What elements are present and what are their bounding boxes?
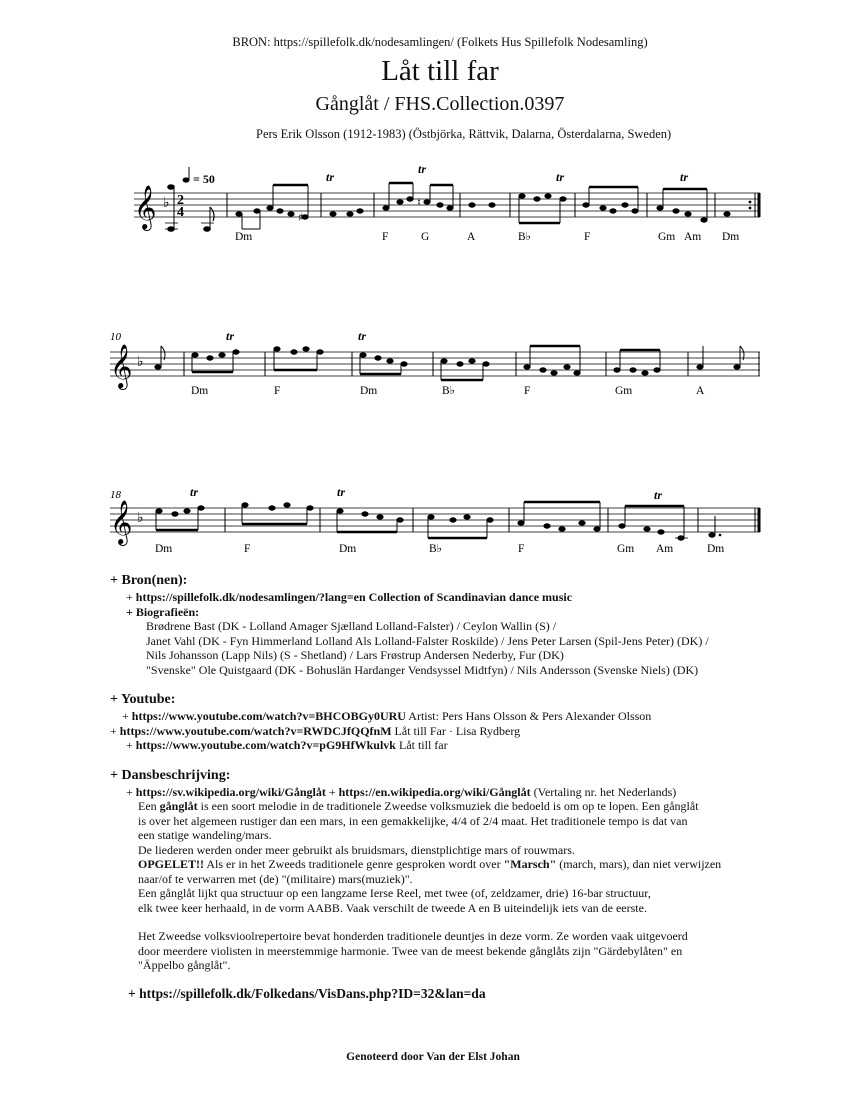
wiki-links-row: + https://sv.wikipedia.org/wiki/Gånglåt + https://en.wikipedia.org/wiki/Gånglåt (Vertaling nr. het Nederlands) (126, 784, 677, 799)
page-subtitle: Gånglåt / FHS.Collection.0397 (315, 93, 565, 115)
youtube-item: + https://www.youtube.com/watch?v=pG9HfWkulvk Låt till far (126, 738, 448, 752)
flat-icon: ♭ (137, 354, 144, 370)
dans-p4-line: Het Zweedse volksvioolrepertoire bevat honderden traditionele deuntjes in deze vorm. Ze worden vaak uitgevoerd (138, 929, 688, 943)
dans-warning-line: naar/of te verwarren met (de) "(militaire) mars(muziek)". (138, 871, 413, 886)
dans-p4-line: door meerdere violisten in meerstemmige harmonie. Twee van de meest bekende gånglåts zijn "Gärdebylåten" en (138, 943, 683, 958)
staff-system-2 (0, 322, 850, 402)
treble-clef-icon: 𝄞 (110, 500, 133, 544)
chord-symbol: A (467, 231, 476, 243)
footer-credit: Genoteerd door Van der Elst Johan (346, 1051, 520, 1063)
dans-p4-line: "Äppelbo gånglåt". (138, 958, 231, 972)
chord-symbol: B♭ (429, 543, 443, 555)
trill-mark: tr (326, 170, 335, 184)
tempo-marking: = 50 (193, 172, 215, 186)
treble-clef-icon: 𝄞 (110, 344, 133, 388)
chord-symbol: F (518, 543, 525, 555)
chord-symbol: Dm (722, 231, 740, 243)
bron-heading: + Bron(nen): (110, 573, 188, 588)
chord-symbol: G (421, 231, 430, 243)
trill-mark: tr (337, 485, 346, 499)
trill-mark: tr (190, 485, 199, 499)
bio-line: Nils Johansson (Lapp Nils) (S - Shetland) / Lars Frøstrup Andersen Nederby, Fur (DK) (146, 648, 564, 662)
flat-icon: ♭ (137, 510, 144, 526)
staff-2-svg (0, 322, 850, 402)
measure-number: 18 (110, 489, 121, 501)
bio-line: Janet Vahl (DK - Fyn Himmerland Lolland Als Lolland-Falster Roskilde) / Jens Peter Larsen (Spil-Jens Peter) (DK) / (146, 633, 709, 648)
dans-description (110, 799, 830, 973)
treble-clef-icon: 𝄞 (134, 185, 157, 229)
trill-mark: tr (680, 170, 689, 184)
youtube-heading: + Youtube: (110, 692, 176, 707)
dans-p2: De liederen werden onder meer gebruikt als bruidsmars, dienstplichtige mars of rouwmars. (138, 842, 575, 857)
measure-number: 10 (110, 331, 121, 343)
trill-mark: tr (418, 165, 427, 176)
chord-symbol: B♭ (518, 231, 532, 243)
youtube-link[interactable]: https://www.youtube.com/watch?v=BHCOBGy0URU (131, 709, 406, 723)
dans-p1-line: een statige wandeling/mars. (138, 828, 272, 842)
chord-symbol: B♭ (442, 385, 456, 397)
wiki-en-link[interactable]: https://en.wikipedia.org/wiki/Gånglåt (338, 784, 531, 799)
bio-list (110, 619, 830, 677)
chord-symbol: F (524, 385, 531, 397)
trill-mark: tr (226, 329, 235, 343)
youtube-item: + https://www.youtube.com/watch?v=BHCOBGy0URU Artist: Pers Hans Olsson & Pers Alexander Olsson (122, 709, 652, 723)
dans-p3-line: Een gånglåt lijkt qua structuur op een langzame Ierse Reel, met twee (of, zeldzamer, drie) 16-bar structuur, (138, 886, 651, 900)
chord-symbol: Dm (155, 543, 173, 555)
chord-symbol: F (274, 385, 281, 397)
notes-section (110, 572, 830, 1001)
chord-symbol: Dm (360, 385, 378, 397)
chord-symbol: A (696, 385, 705, 397)
staff-system-1 (0, 165, 850, 250)
folkedans-link[interactable]: https://spillefolk.dk/Folkedans/VisDans.php?ID=32&lan=da (139, 985, 486, 1001)
youtube-link[interactable]: https://www.youtube.com/watch?v=RWDCJfQQfnM (119, 723, 392, 738)
chord-symbol: Dm (235, 231, 253, 243)
bio-line: Brødrene Bast (DK - Lolland Amager Sjælland Lolland-Falster) / Ceylon Wallin (S) / (146, 619, 557, 633)
staff-system-3 (0, 480, 850, 560)
chord-symbol: Gm (617, 543, 635, 555)
chord-symbol: F (584, 231, 591, 243)
chord-symbol: F (382, 231, 389, 243)
dans-warning: OPGELET!! Als er in het Zweeds traditionele genre gesproken wordt over "Marsch" (march, mars), dan niet verwijzen (138, 857, 722, 871)
youtube-link[interactable]: https://www.youtube.com/watch?v=pG9HfWkulvk (135, 738, 396, 752)
sharp-icon: ♯ (298, 211, 304, 224)
natural-icon: ♮ (417, 196, 421, 209)
chord-symbol: Am (684, 231, 702, 243)
bron-link-row: + https://spillefolk.dk/nodesamlingen/?lang=en Collection of Scandinavian dance music (126, 590, 573, 604)
trill-mark: tr (654, 488, 663, 502)
trill-mark: tr (358, 329, 367, 343)
youtube-item: + https://www.youtube.com/watch?v=RWDCJfQQfnM Låt till Far · Lisa Rydberg (110, 723, 521, 738)
trill-mark: tr (556, 170, 565, 184)
svg-text:2: 2 (177, 193, 184, 208)
chord-symbol: F (244, 543, 251, 555)
page-title: Låt till far (381, 55, 499, 87)
chord-symbol: Dm (339, 543, 357, 555)
composer-line: Pers Erik Olsson (1912-1983) (Östbjörka, Rättvik, Dalarna, Österdalarna, Sweden) (256, 127, 672, 141)
source-line: BRON: https://spillefolk.dk/nodesamlingen/ (Folkets Hus Spillefolk Nodesamling) (232, 35, 648, 49)
chord-symbol: Gm (615, 385, 633, 397)
flat-icon: ♭ (163, 195, 170, 211)
staff-1-svg (0, 165, 850, 250)
bio-heading: + Biografieën: (126, 604, 200, 619)
dans-heading: + Dansbeschrijving: (110, 767, 231, 783)
svg-text:4: 4 (177, 205, 184, 220)
chord-symbol: Gm (658, 231, 676, 243)
folkedans-row: + https://spillefolk.dk/Folkedans/VisDans.php?ID=32&lan=da (128, 985, 486, 1001)
chord-symbol: Dm (191, 385, 209, 397)
chord-symbol: Am (656, 543, 674, 555)
dans-p1: Een gånglåt is een soort melodie in de traditionele Zweedse volksmuziek die bedoeld is om op te lopen. Een gånglåt (138, 799, 699, 813)
bron-link[interactable]: https://spillefolk.dk/nodesamlingen/?lang=en Collection of Scandinavian dance music (135, 590, 573, 604)
dans-p3-line: elk twee keer herhaald, in de vorm AABB. Vaak verschilt de tweede A en B uiteindelijk iets van de eerste. (138, 900, 647, 915)
chord-symbol: Dm (707, 543, 725, 555)
wiki-sv-link[interactable]: https://sv.wikipedia.org/wiki/Gånglåt (135, 784, 326, 799)
bio-line: "Svenske" Ole Quistgaard (DK - Bohuslän Hardanger Vendsyssel Midtfyn) / Nils Andersson (Svenske Niels) (DK) (146, 662, 699, 677)
dans-p1-line: is over het algemeen rustiger dan een mars, in een gemakkelijke, 4/4 of 2/4 maat. Het traditionele tempo is dat van (138, 813, 688, 828)
staff-3-svg (0, 480, 850, 560)
